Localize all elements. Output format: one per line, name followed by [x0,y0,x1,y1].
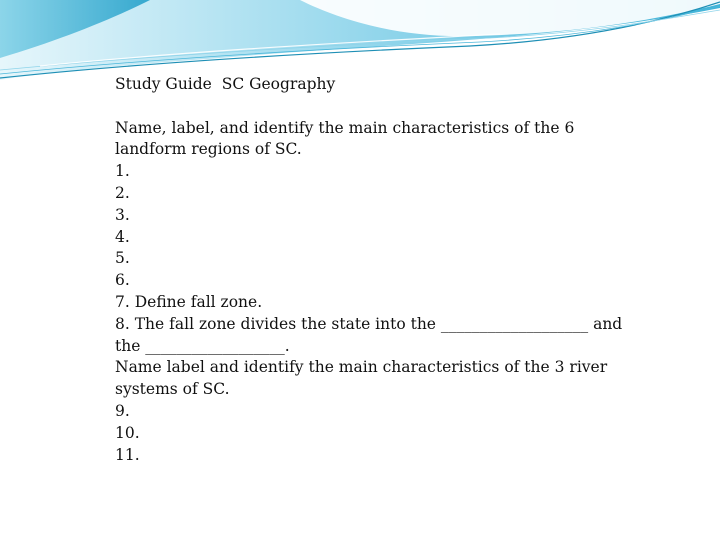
document-body [115,74,635,466]
list-item: 2. [115,183,130,202]
list-item: 3. [115,205,130,224]
list-item: 9. [115,401,130,420]
list-item: 4. [115,227,130,246]
list-item: 5. [115,249,130,268]
document-title: Study Guide SC Geography [115,75,336,93]
list-item: 10. [115,423,140,442]
instruction-river-systems: Name label and identify the main characteristics of the 3 river systems of SC. [115,358,608,399]
list-item: 11. [115,445,140,464]
instruction-landform-regions: Name, label, and identify the main characteristics of the 6 landform regions of SC. [115,118,575,159]
blank-line [115,96,635,118]
list-item: 6. [115,271,130,290]
question-define-fall-zone: 7. Define fall zone. [115,292,263,311]
question-fall-zone-divides: 8. The fall zone divides the state into the ___________________ and the __________________. [115,314,623,355]
list-item: 1. [115,162,130,181]
